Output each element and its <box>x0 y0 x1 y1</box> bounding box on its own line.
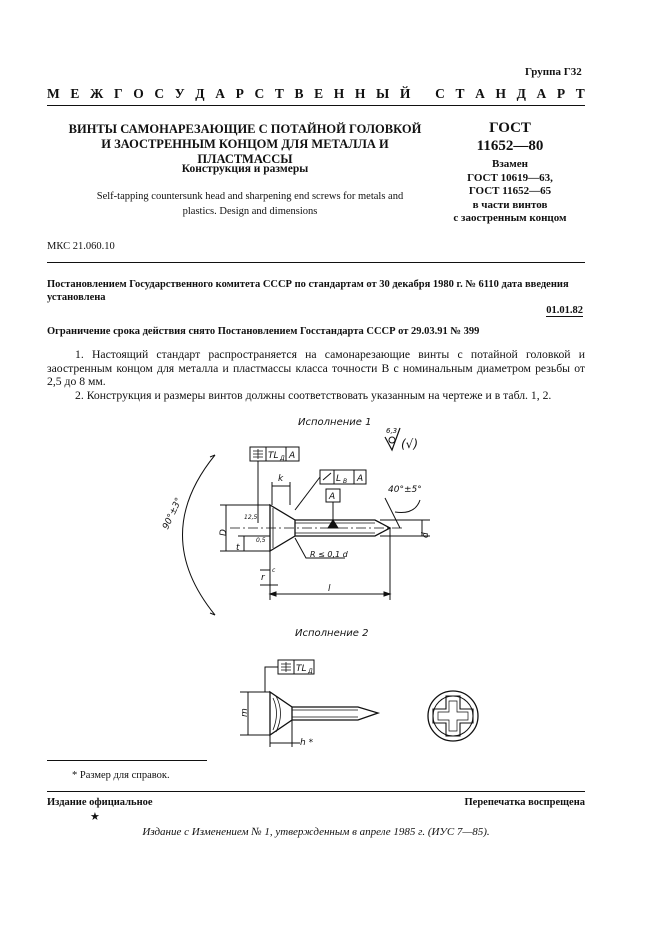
banner-letter: У <box>174 86 185 101</box>
footnote-divider <box>47 760 207 761</box>
banner-letter: Е <box>70 86 80 101</box>
english-title <box>70 189 430 219</box>
replaces-item-1: ГОСТ 10619—63, <box>467 171 553 184</box>
gost-number: 11652—80 <box>476 138 544 154</box>
tol-top-sub: Д <box>280 455 285 462</box>
title-line-2: И ЗАОСТРЕННЫМ КОНЦОМ ДЛЯ МЕТАЛЛА И ПЛАСТМАССЫ <box>101 137 389 166</box>
phillips-recess-icon <box>428 691 478 741</box>
title-line-1: ВИНТЫ САМОНАРЕЗАЮЩИЕ С ПОТАЙНОЙ ГОЛОВКОЙ <box>68 122 422 136</box>
dim-05: 0,5 <box>256 537 266 544</box>
tol-mid-datum: A <box>357 474 364 484</box>
tol-bottom-sub: Д <box>308 668 313 675</box>
head-angle-arc <box>183 455 216 615</box>
screw-drawing <box>130 410 530 755</box>
gost-number-block <box>440 120 580 226</box>
banner-letter: Т <box>274 86 284 101</box>
english-title-line-1: Self-tapping countersunk head and sharpening end screws for metals and <box>96 191 404 202</box>
dim-c: c <box>272 567 276 574</box>
banner-letter: Р <box>235 86 244 101</box>
tol-bottom-label: TL <box>296 664 307 674</box>
roughness-mark <box>385 427 418 451</box>
dim-d: d <box>421 532 431 538</box>
variant-2-label: Исполнение 2 <box>295 628 369 639</box>
star-icon: ★ <box>90 811 100 823</box>
tol-top-label: TL <box>268 451 279 461</box>
banner-letter: Р <box>556 86 566 101</box>
banner-letter: Н <box>354 86 366 101</box>
replaces-label: Взамен <box>492 158 528 170</box>
header-divider <box>47 105 585 106</box>
amendment-note: Издание с Изменением № 1, утвержденным в апреле 1985 г. (ИУС 7—85). <box>142 826 490 838</box>
screw-shank-v2 <box>292 707 378 720</box>
banner-letter: О <box>133 86 144 101</box>
dim-m: m <box>240 708 250 717</box>
decree-text: Постановлением Государственного комитета СССР по стандартам от 30 декабря 1980 г. № 6110 дата введения установлена <box>47 279 569 303</box>
banner-letter: Й <box>399 86 411 101</box>
gost-label: ГОСТ <box>489 120 531 136</box>
edition-label: Издание официальное <box>47 797 153 808</box>
paragraph-2: 2. Конструкция и размеры винтов должны соответствовать указанным на чертеже и в табл. 1, 2. <box>75 389 552 402</box>
tol-mid-label: L <box>336 474 342 484</box>
tip-angle-label: 40°±5° <box>388 485 422 495</box>
mks-divider <box>47 262 585 263</box>
banner-letter: Д <box>195 86 205 101</box>
banner-letter: Д <box>516 86 526 101</box>
tol-top-datum: A <box>289 451 296 461</box>
tolerance-frame-bottom <box>265 660 314 692</box>
banner-letter: А <box>475 86 485 101</box>
interstate-standard-banner <box>47 86 585 102</box>
roughness-paren: (√) <box>401 437 419 451</box>
banner-letter: Н <box>495 86 506 101</box>
screw-head-v2 <box>270 692 292 735</box>
banner-letter: Ж <box>90 86 104 101</box>
standard-subtitle: Конструкция и размеры <box>181 163 309 175</box>
head-angle-label: 90°±3° <box>161 496 185 532</box>
standard-title <box>60 122 430 167</box>
dim-r: r <box>261 573 265 583</box>
banner-letter: С <box>154 86 165 101</box>
dim-k: k <box>278 474 284 484</box>
banner-letter: Ы <box>376 86 390 101</box>
tolerance-frame-top <box>250 447 299 523</box>
variant-1-label: Исполнение 1 <box>298 417 372 428</box>
tol-mid-sub: В <box>343 478 348 485</box>
dim-h-v1: t <box>236 543 240 553</box>
replaces-note-2: с заостренным концом <box>453 212 567 224</box>
banner-letter: Н <box>333 86 345 101</box>
replaces-item-2: ГОСТ 11652—65 <box>468 185 552 197</box>
banner-letter: Т <box>575 86 585 101</box>
banner-letter: С <box>254 86 265 101</box>
replaces-note-1: в части винтов <box>472 198 548 211</box>
banner-letter: Т <box>455 86 465 101</box>
mks-code: МКС 21.060.10 <box>47 241 115 252</box>
dim-D: D <box>219 529 229 536</box>
banner-letter: Е <box>314 86 324 101</box>
english-title-line-2: plastics. Design and dimensions <box>182 206 318 217</box>
limit-removed-text: Ограничение срока действия снято Постановлением Госстандарта СССР от 29.03.91 № 399 <box>47 326 480 337</box>
footer-divider <box>47 791 585 792</box>
reprint-notice: Перепечатка воспрещена <box>464 797 585 808</box>
banner-letter: С <box>435 86 445 101</box>
datum-box-label: A <box>329 492 336 502</box>
dim-R: R ≤ 0,1 d <box>310 550 348 559</box>
banner-letter: В <box>294 86 304 101</box>
banner-letter: А <box>215 86 225 101</box>
dim-h-star: h * <box>300 738 314 748</box>
dim-l: l <box>328 584 331 594</box>
banner-letter: Г <box>114 86 123 101</box>
group-code: Группа Г32 <box>525 66 582 78</box>
dim-12: 12,5 <box>244 514 258 521</box>
paragraph-1: 1. Настоящий стандарт распространяется на самонарезающие винты с потайной головкой и заостренным концом для металла и пластмассы класса точности В с номинальным диаметром резьбы от 2,5 до 8 мм. <box>47 348 585 388</box>
tolerance-frame-middle <box>295 470 366 510</box>
banner-letter: М <box>47 86 60 101</box>
banner-letter: А <box>536 86 547 101</box>
introduction-date <box>520 305 583 316</box>
roughness-value: 6,3 <box>386 427 398 435</box>
introduction-date-value: 01.01.82 <box>546 305 583 316</box>
banner-letter <box>421 86 424 102</box>
footnote: * Размер для справок. <box>72 770 170 781</box>
